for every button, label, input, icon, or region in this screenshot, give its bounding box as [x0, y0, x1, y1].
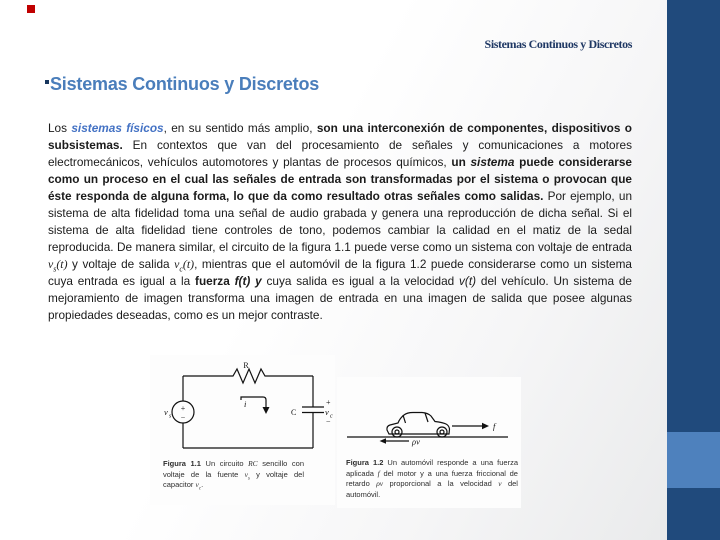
text-segment: son una interconexión de componentes, dispositivos o subsistemas.	[48, 121, 632, 152]
text-segment: Por ejemplo, un sistema de alta fidelidad toma una señal de audio grabada y genera una reproducción de dicha señal. Si el sistema de alta fidelidad tiene controles de tono, podemos cambiar la calidad en el matiz de la sedal reproducida. De manera similar, el circuito de la figura 1.1 puede verse como un sistema con voltaje de entrada	[48, 189, 632, 254]
source-voltage-label: v	[164, 407, 168, 417]
text-segment: $v_s$	[48, 257, 57, 274]
right-accent-bar-highlight	[667, 432, 720, 488]
text-segment: sencillo con voltaje de la fuente	[163, 459, 304, 479]
text-segment: y voltaje del capacitor	[163, 469, 304, 489]
slide-header: Sistemas Continuos y Discretos	[484, 37, 632, 51]
text-segment: Un circuito	[200, 459, 249, 468]
text-segment: del motor y a una fuerza friccional de retardo	[346, 468, 518, 488]
text-segment: ρv	[376, 479, 384, 488]
page-title: Sistemas Continuos y Discretos	[50, 74, 320, 94]
text-segment: $v_s$	[244, 469, 250, 481]
source-voltage-subscript: s	[169, 413, 172, 420]
text-segment: v	[498, 479, 502, 488]
text-segment: Figura 1.1	[163, 459, 201, 468]
text-segment: .	[201, 480, 204, 489]
red-marker-icon	[27, 5, 35, 13]
rc-circuit-figure	[155, 360, 335, 460]
text-segment: $v_c$	[195, 480, 202, 492]
capacitor-label: C	[291, 408, 297, 417]
text-segment: del vehículo. Un sistema de mejoramiento de imagen transforma una imagen de entrada en una imagen de salida que posee algunas propiedades deseadas, como es un mejor contraste.	[48, 274, 632, 322]
current-arrowhead-icon	[263, 407, 270, 414]
body-paragraph	[48, 120, 632, 324]
text-segment: sistemas físicos	[71, 121, 164, 135]
force-label: f	[493, 421, 496, 431]
text-segment: Figura 1.2	[346, 458, 384, 467]
figure-1-2-caption	[346, 458, 518, 500]
resistor-label: R	[243, 361, 249, 370]
text-segment: , en su sentido más amplio,	[163, 121, 317, 135]
text-segment: Los	[48, 121, 72, 135]
text-segment: fuerza	[195, 274, 235, 288]
text-segment: y voltaje de salida	[67, 257, 175, 271]
friction-arrowhead-icon	[380, 438, 387, 443]
text-segment: (t)	[56, 257, 68, 271]
text-segment: (t)	[182, 257, 195, 271]
figure-1-1-caption	[163, 459, 304, 491]
capacitor-voltage-subscript: c	[330, 413, 333, 420]
source-plus-label: +	[180, 404, 186, 413]
text-segment: v(t)	[459, 274, 477, 288]
force-arrowhead-icon	[482, 423, 489, 429]
capacitor-plus-label: +	[326, 398, 331, 407]
car-figure	[345, 385, 515, 455]
text-segment: sistema	[470, 155, 515, 169]
text-segment: RC	[248, 459, 258, 468]
text-segment: Un automóvil responde a una fuerza aplicada	[346, 458, 518, 478]
capacitor-voltage-label: v	[325, 407, 329, 417]
text-segment: del automóvil.	[346, 479, 518, 499]
text-segment: f(t) y	[234, 274, 262, 288]
text-segment: , mientras que el automóvil de la figura 1.2 puede considerarse como un sistema cuya entrada es igual a la	[48, 257, 632, 288]
text-segment: puede considerarse como un proceso en el cual las señales de entrada son transformadas por el sistema o provocan que éste responda de alguna forma, lo que da como resultado otras señales como salidas.	[48, 155, 632, 203]
text-segment: f	[377, 468, 380, 478]
capacitor-minus-label: −	[326, 417, 331, 426]
text-segment: $v_c$	[174, 257, 183, 274]
text-segment: cuya salida es igual a la velocidad	[261, 274, 460, 288]
text-segment: En contextos que van del procesamiento de señales y comunicaciones a motores electromecánicos, vehículos automotores y plantas de procesos químicos,	[48, 138, 632, 169]
friction-label: ρv	[412, 436, 420, 447]
right-accent-bar	[667, 0, 720, 540]
source-minus-label: −	[180, 413, 186, 422]
title-bullet-icon	[45, 80, 49, 84]
current-label: i	[244, 399, 247, 409]
text-segment: un	[451, 155, 471, 169]
title-row	[45, 74, 319, 95]
text-segment: proporcional a la velocidad	[383, 479, 499, 488]
